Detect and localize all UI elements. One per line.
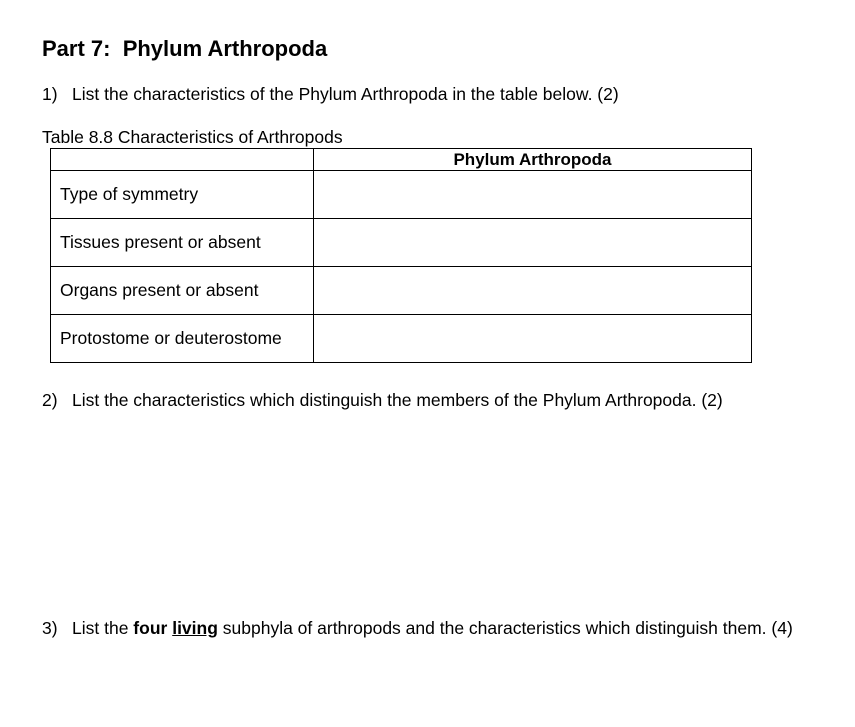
row-label: Tissues present or absent <box>51 219 314 267</box>
answer-cell[interactable] <box>314 315 752 363</box>
answer-cell[interactable] <box>314 267 752 315</box>
question-3 <box>42 617 822 639</box>
question-text-start: List the <box>72 618 134 638</box>
table-caption: Table 8.8 Characteristics of Arthropods <box>42 127 343 147</box>
table-row <box>51 315 752 363</box>
row-label: Organs present or absent <box>51 267 314 315</box>
answer-cell[interactable] <box>314 219 752 267</box>
question-text: List the characteristics which distinguish the members of the Phylum Arthropoda. (2) <box>72 390 723 410</box>
table-column-header: Phylum Arthropoda <box>314 149 752 171</box>
answer-cell[interactable] <box>314 171 752 219</box>
question-1 <box>42 83 822 105</box>
emphasis-living: living <box>172 618 218 638</box>
question-text <box>72 617 822 639</box>
table-row <box>51 267 752 315</box>
table-row <box>51 219 752 267</box>
page-title: Part 7: Phylum Arthropoda <box>42 36 328 61</box>
row-label: Protostome or deuterostome <box>51 315 314 363</box>
table-header-blank <box>51 149 314 171</box>
emphasis-four: four <box>133 618 168 638</box>
characteristics-table <box>50 148 752 363</box>
question-text-end: subphyla of arthropods and the characteristics which distinguish them. (4) <box>217 618 793 638</box>
table-row <box>51 171 752 219</box>
question-text: List the characteristics of the Phylum Arthropoda in the table below. (2) <box>72 84 619 104</box>
row-label: Type of symmetry <box>51 171 314 219</box>
question-number: 1) <box>42 84 58 104</box>
question-2 <box>42 389 822 411</box>
question-number: 3) <box>42 618 58 638</box>
question-number: 2) <box>42 390 58 410</box>
table-header-row <box>51 149 752 171</box>
